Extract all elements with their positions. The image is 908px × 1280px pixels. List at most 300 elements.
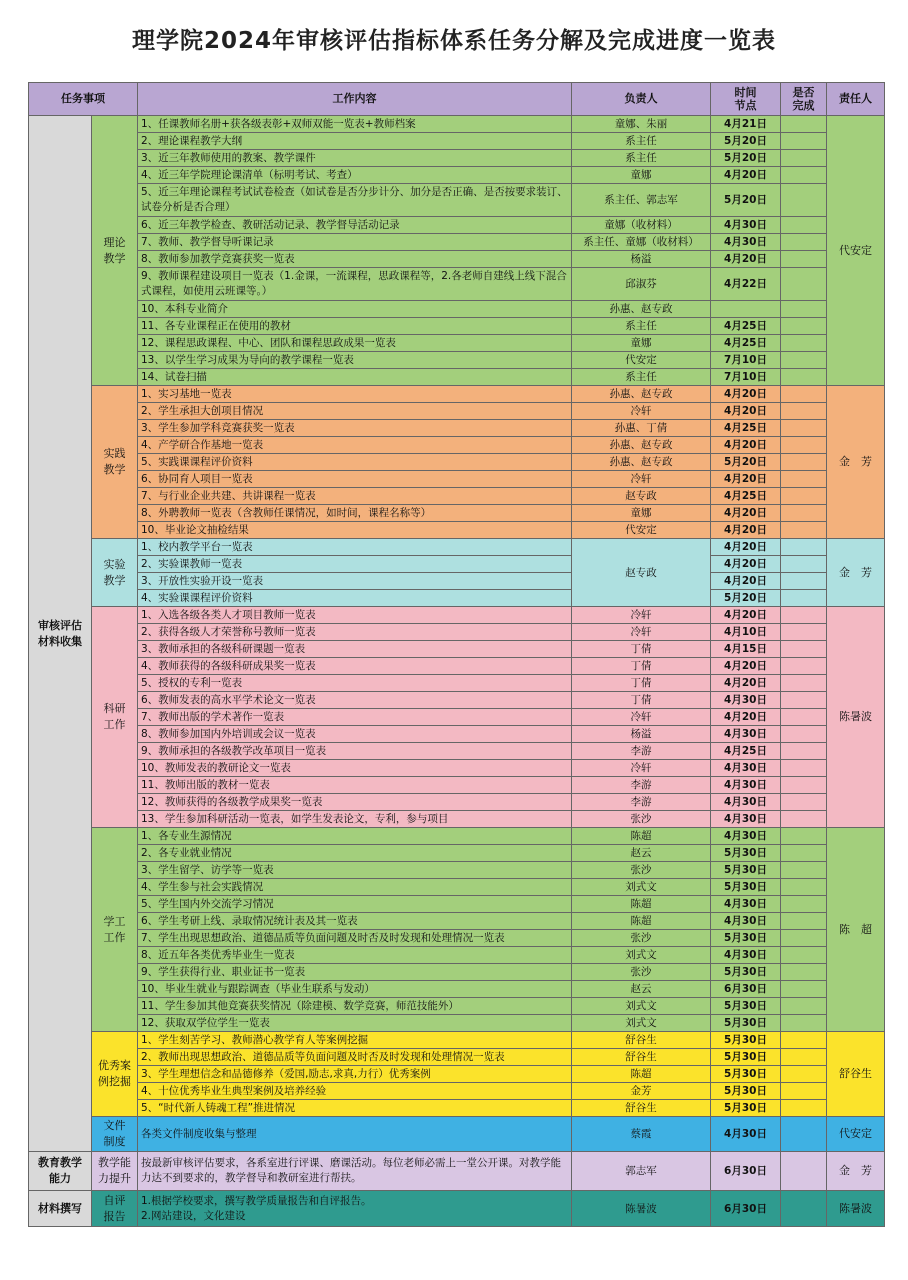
done-checkbox-cell[interactable] [781,998,827,1015]
work-content: 2、学生承担大创项目情况 [138,403,572,420]
time-node: 5月30日 [711,862,781,879]
owner-cell: 孙惠、丁倩 [572,420,711,437]
time-node: 4月30日 [711,234,781,251]
responsible-person: 金 芳 [827,1152,885,1191]
responsible-person: 陈暑波 [827,1191,885,1227]
done-checkbox-cell[interactable] [781,268,827,301]
time-node: 4月25日 [711,318,781,335]
time-node: 5月30日 [711,964,781,981]
work-content: 各类文件制度收集与整理 [138,1117,572,1152]
time-node: 5月30日 [711,998,781,1015]
table-row [29,1083,885,1100]
work-content: 3、学生参加学科竞赛获奖一览表 [138,420,572,437]
work-content: 6、近三年教学检查、教研活动记录、教学督导活动记录 [138,217,572,234]
owner-cell: 童娜、朱丽 [572,116,711,133]
owner-cell: 刘式文 [572,1015,711,1032]
work-content: 10、毕业生就业与跟踪调查（毕业生联系与发动） [138,981,572,998]
work-content: 5、授权的专利一览表 [138,675,572,692]
work-content: 4、十位优秀毕业生典型案例及培养经验 [138,1083,572,1100]
table-row [29,624,885,641]
done-checkbox-cell[interactable] [781,133,827,150]
work-content: 4、学生参与社会实践情况 [138,879,572,896]
owner-cell: 童娜（收材料） [572,217,711,234]
done-checkbox-cell[interactable] [781,862,827,879]
table-row [29,150,885,167]
time-node: 4月25日 [711,335,781,352]
header-resp: 责任人 [827,83,885,116]
work-content: 8、教师参加教学竞赛获奖一览表 [138,251,572,268]
done-checkbox-cell[interactable] [781,692,827,709]
category-cell-collect: 审核评估 材料收集 [29,116,92,1152]
section-name-doc: 文件 制度 [92,1117,138,1152]
done-checkbox-cell[interactable] [781,522,827,539]
done-checkbox-cell[interactable] [781,726,827,743]
owner-cell: 蔡霞 [572,1117,711,1152]
time-node: 4月22日 [711,268,781,301]
time-node: 4月30日 [711,777,781,794]
owner-cell: 孙惠、赵专政 [572,437,711,454]
time-node: 5月20日 [711,454,781,471]
time-node [711,301,781,318]
work-content: 4、实验课课程评价资料 [138,590,572,607]
time-node: 4月20日 [711,658,781,675]
done-checkbox-cell[interactable] [781,709,827,726]
done-checkbox-cell[interactable] [781,1015,827,1032]
section-name-theory: 理论 教学 [92,116,138,386]
work-content: 6、教师发表的高水平学术论文一览表 [138,692,572,709]
done-checkbox-cell[interactable] [781,251,827,268]
time-node: 5月30日 [711,845,781,862]
work-content: 14、试卷扫描 [138,369,572,386]
owner-cell: 李游 [572,743,711,760]
owner-cell: 冷轩 [572,607,711,624]
table-row [29,879,885,896]
work-content: 1.根据学校要求，撰写教学质量报告和自评报告。 2.网站建设，文化建设 [138,1191,572,1227]
time-node: 5月20日 [711,590,781,607]
time-node: 4月20日 [711,471,781,488]
table-row [29,471,885,488]
time-node: 4月15日 [711,641,781,658]
work-content: 1、各专业生源情况 [138,828,572,845]
work-content: 13、以学生学习成果为导向的教学课程一览表 [138,352,572,369]
done-checkbox-cell[interactable] [781,1032,827,1049]
work-content: 12、课程思政课程、中心、团队和课程思政成果一览表 [138,335,572,352]
table-row [29,1191,885,1227]
section-name-practice: 实践 教学 [92,386,138,539]
owner-cell: 丁倩 [572,692,711,709]
work-content: 6、协同育人项目一览表 [138,471,572,488]
owner-cell: 陈超 [572,1066,711,1083]
owner-cell: 刘式文 [572,998,711,1015]
table-row [29,777,885,794]
work-content: 4、教师获得的各级科研成果奖一览表 [138,658,572,675]
time-node: 4月20日 [711,386,781,403]
done-checkbox-cell[interactable] [781,150,827,167]
work-content: 7、教师、教学督导听课记录 [138,234,572,251]
owner-cell: 张沙 [572,862,711,879]
owner-cell: 张沙 [572,811,711,828]
owner-cell: 冷轩 [572,709,711,726]
done-checkbox-cell[interactable] [781,845,827,862]
owner-cell: 丁倩 [572,641,711,658]
time-node: 7月10日 [711,352,781,369]
owner-cell: 丁倩 [572,675,711,692]
work-content: 4、产学研合作基地一览表 [138,437,572,454]
owner-cell: 郭志军 [572,1152,711,1191]
table-header-row [29,83,885,116]
done-checkbox-cell[interactable] [781,624,827,641]
section-name-case: 优秀案 例挖掘 [92,1032,138,1117]
time-node: 7月10日 [711,369,781,386]
work-content: 6、学生考研上线、录取情况统计表及其一览表 [138,913,572,930]
table-row [29,1066,885,1083]
time-node: 4月20日 [711,607,781,624]
time-node: 4月30日 [711,794,781,811]
owner-cell: 系主任、郭志军 [572,184,711,217]
work-content: 1、学生刻苦学习、教师潜心教学育人等案例挖掘 [138,1032,572,1049]
table-row [29,116,885,133]
table-row [29,133,885,150]
responsible-person: 舒谷生 [827,1032,885,1117]
owner-cell: 冷轩 [572,760,711,777]
section-name-lab: 实验 教学 [92,539,138,607]
responsible-person: 代安定 [827,1117,885,1152]
owner-cell: 冷轩 [572,471,711,488]
done-checkbox-cell[interactable] [781,1100,827,1117]
owner-cell: 冷轩 [572,624,711,641]
work-content: 10、本科专业简介 [138,301,572,318]
table-row [29,998,885,1015]
work-content: 3、近三年教师使用的教案、教学课件 [138,150,572,167]
time-node: 4月10日 [711,624,781,641]
time-node: 4月30日 [711,726,781,743]
time-node: 5月30日 [711,1100,781,1117]
time-node: 4月20日 [711,167,781,184]
work-content: 5、学生国内外交流学习情况 [138,896,572,913]
done-checkbox-cell[interactable] [781,981,827,998]
owner-cell: 赵专政 [572,488,711,505]
time-node: 5月20日 [711,133,781,150]
table-row [29,1117,885,1152]
done-checkbox-cell[interactable] [781,386,827,403]
done-checkbox-cell[interactable] [781,794,827,811]
table-row [29,981,885,998]
table-row [29,437,885,454]
done-checkbox-cell[interactable] [781,335,827,352]
owner-cell: 杨溢 [572,726,711,743]
owner-cell: 刘式文 [572,879,711,896]
progress-table-wrapper [28,82,885,1227]
work-content: 3、学生留学、访学等一览表 [138,862,572,879]
time-node: 4月20日 [711,505,781,522]
owner-cell: 丁倩 [572,658,711,675]
time-node: 5月30日 [711,1066,781,1083]
done-checkbox-cell[interactable] [781,167,827,184]
table-row [29,167,885,184]
time-node: 4月25日 [711,743,781,760]
table-row [29,658,885,675]
header-time-label: 时间 节点 [734,86,757,112]
done-checkbox-cell[interactable] [781,573,827,590]
time-node: 4月30日 [711,692,781,709]
table-row [29,964,885,981]
done-checkbox-cell[interactable] [781,352,827,369]
table-row [29,930,885,947]
table-row [29,1100,885,1117]
owner-cell: 代安定 [572,522,711,539]
time-node: 6月30日 [711,1191,781,1227]
time-node: 4月20日 [711,437,781,454]
work-content: 1、校内教学平台一览表 [138,539,572,556]
work-content: 1、入选各级各类人才项目教师一览表 [138,607,572,624]
work-content: 8、教师参加国内外培训或会议一览表 [138,726,572,743]
table-row [29,454,885,471]
work-content: 2、各专业就业情况 [138,845,572,862]
work-content: 8、外聘教师一览表（含教师任课情况，如时间，课程名称等） [138,505,572,522]
done-checkbox-cell[interactable] [781,1083,827,1100]
owner-cell: 陈超 [572,828,711,845]
work-content: 3、教师承担的各级科研课题一览表 [138,641,572,658]
work-content: 2、获得各级人才荣誉称号教师一览表 [138,624,572,641]
done-checkbox-cell[interactable] [781,403,827,420]
table-row [29,505,885,522]
responsible-person: 金 芳 [827,386,885,539]
time-node: 4月20日 [711,709,781,726]
table-row [29,1049,885,1066]
owner-cell: 童娜 [572,505,711,522]
table-row [29,369,885,386]
responsible-person: 代安定 [827,116,885,386]
table-row [29,335,885,352]
work-content: 5、近三年理论课程考试试卷检查（如试卷是否分步计分、加分是否正确、是否按要求装订、试卷分析是否合理） [138,184,572,217]
responsible-person: 陈暑波 [827,607,885,828]
table-row [29,692,885,709]
time-node: 5月30日 [711,879,781,896]
done-checkbox-cell[interactable] [781,1117,827,1152]
table-row [29,896,885,913]
done-checkbox-cell[interactable] [781,913,827,930]
time-node: 4月20日 [711,403,781,420]
done-checkbox-cell[interactable] [781,811,827,828]
owner-cell: 冷轩 [572,403,711,420]
table-row [29,913,885,930]
done-checkbox-cell[interactable] [781,607,827,624]
table-row [29,1015,885,1032]
owner-cell: 舒谷生 [572,1100,711,1117]
work-content: 4、近三年学院理论课清单（标明考试、考查） [138,167,572,184]
work-content: 9、教师承担的各级教学改革项目一览表 [138,743,572,760]
time-node: 5月20日 [711,150,781,167]
time-node: 4月20日 [711,675,781,692]
time-node: 5月30日 [711,1049,781,1066]
work-content: 3、学生理想信念和品德修养（爱国,励志,求真,力行）优秀案例 [138,1066,572,1083]
done-checkbox-cell[interactable] [781,760,827,777]
done-checkbox-cell[interactable] [781,437,827,454]
section-name-ability: 教学能 力提升 [92,1152,138,1191]
done-checkbox-cell[interactable] [781,471,827,488]
work-content: 1、实习基地一览表 [138,386,572,403]
table-row [29,352,885,369]
table-row [29,1152,885,1191]
table-row [29,539,885,556]
done-checkbox-cell[interactable] [781,1049,827,1066]
work-content: 2、教师出现思想政治、道德品质等负面问题及时否及时发现和处理情况一览表 [138,1049,572,1066]
table-row [29,386,885,403]
table-row [29,573,885,590]
done-checkbox-cell[interactable] [781,556,827,573]
owner-cell: 陈暑波 [572,1191,711,1227]
owner-cell: 孙惠、赵专政 [572,454,711,471]
work-content: 9、学生获得行业、职业证书一览表 [138,964,572,981]
table-row [29,234,885,251]
page-title: 理学院2024年审核评估指标体系任务分解及完成进度一览表 [131,28,776,54]
owner-cell: 孙惠、赵专政 [572,386,711,403]
table-row [29,184,885,217]
owner-cell: 杨溢 [572,251,711,268]
done-checkbox-cell[interactable] [781,301,827,318]
done-checkbox-cell[interactable] [781,658,827,675]
done-checkbox-cell[interactable] [781,777,827,794]
time-node: 4月30日 [711,828,781,845]
owner-cell: 赵云 [572,845,711,862]
done-checkbox-cell[interactable] [781,234,827,251]
work-content: 8、近五年各类优秀毕业生一览表 [138,947,572,964]
time-node: 4月20日 [711,522,781,539]
time-node: 4月30日 [711,913,781,930]
table-body [29,116,885,1227]
work-content: 5、实践课课程评价资料 [138,454,572,471]
done-checkbox-cell[interactable] [781,505,827,522]
table-row [29,522,885,539]
done-checkbox-cell[interactable] [781,539,827,556]
owner-cell: 系主任 [572,318,711,335]
done-checkbox-cell[interactable] [781,116,827,133]
time-node: 5月30日 [711,1083,781,1100]
owner-cell: 系主任 [572,133,711,150]
done-checkbox-cell[interactable] [781,675,827,692]
table-row [29,828,885,845]
table-row [29,709,885,726]
done-checkbox-cell[interactable] [781,454,827,471]
done-checkbox-cell[interactable] [781,896,827,913]
owner-cell: 舒谷生 [572,1049,711,1066]
responsible-person: 陈 超 [827,828,885,1032]
time-node: 4月25日 [711,488,781,505]
time-node: 5月20日 [711,184,781,217]
table-row [29,251,885,268]
progress-table [28,82,885,1227]
header-time [711,83,781,116]
table-row [29,217,885,234]
table-row [29,420,885,437]
header-task: 任务事项 [29,83,138,116]
owner-cell: 陈超 [572,913,711,930]
table-row [29,862,885,879]
done-checkbox-cell[interactable] [781,318,827,335]
category-cell-teaching: 教育教学 能力 [29,1152,92,1191]
header-content: 工作内容 [138,83,572,116]
table-row [29,947,885,964]
table-row [29,488,885,505]
done-checkbox-cell[interactable] [781,590,827,607]
table-row [29,590,885,607]
owner-cell: 赵专政 [572,539,711,607]
done-checkbox-cell[interactable] [781,369,827,386]
owner-cell: 系主任 [572,369,711,386]
table-row [29,760,885,777]
time-node: 4月30日 [711,811,781,828]
work-content: 10、毕业论文抽检结果 [138,522,572,539]
done-checkbox-cell[interactable] [781,217,827,234]
time-node: 4月30日 [711,896,781,913]
table-row [29,1032,885,1049]
done-checkbox-cell[interactable] [781,947,827,964]
work-content: 13、学生参加科研活动一览表，如学生发表论文，专利，参与项目 [138,811,572,828]
done-checkbox-cell[interactable] [781,184,827,217]
owner-cell: 赵云 [572,981,711,998]
done-checkbox-cell[interactable] [781,641,827,658]
done-checkbox-cell[interactable] [781,828,827,845]
done-checkbox-cell[interactable] [781,879,827,896]
work-content: 5、“时代新人铸魂工程”推进情况 [138,1100,572,1117]
table-row [29,641,885,658]
work-content: 11、学生参加其他竞赛获奖情况（除建模、数学竞赛，师范技能外） [138,998,572,1015]
header-done [781,83,827,116]
table-row [29,403,885,420]
done-checkbox-cell[interactable] [781,1066,827,1083]
done-checkbox-cell[interactable] [781,488,827,505]
work-content: 2、实验课教师一览表 [138,556,572,573]
owner-cell: 陈超 [572,896,711,913]
responsible-person: 金 芳 [827,539,885,607]
work-content: 3、开放性实验开设一览表 [138,573,572,590]
time-node: 6月30日 [711,981,781,998]
table-row [29,268,885,301]
work-content: 7、学生出现思想政治、道德品质等负面问题及时否及时发现和处理情况一览表 [138,930,572,947]
time-node: 5月30日 [711,1032,781,1049]
done-checkbox-cell[interactable] [781,420,827,437]
work-content: 7、与行业企业共建、共讲课程一览表 [138,488,572,505]
owner-cell: 舒谷生 [572,1032,711,1049]
owner-cell: 刘式文 [572,947,711,964]
owner-cell: 金芳 [572,1083,711,1100]
owner-cell: 系主任 [572,150,711,167]
work-content: 按最新审核评估要求，各系室进行评课、磨课活动。每位老师必需上一堂公开课。对教学能力达不到要求的，教学督导和教研室进行帮扶。 [138,1152,572,1191]
time-node: 4月20日 [711,573,781,590]
done-checkbox-cell[interactable] [781,964,827,981]
time-node: 4月20日 [711,556,781,573]
time-node: 4月30日 [711,1117,781,1152]
done-checkbox-cell[interactable] [781,1152,827,1191]
time-node: 4月30日 [711,947,781,964]
work-content: 12、教师获得的各级教学成果奖一览表 [138,794,572,811]
done-checkbox-cell[interactable] [781,1191,827,1227]
work-content: 7、教师出版的学术著作一览表 [138,709,572,726]
table-row [29,318,885,335]
owner-cell: 李游 [572,777,711,794]
time-node: 4月21日 [711,116,781,133]
work-content: 10、教师发表的教研论文一览表 [138,760,572,777]
time-node: 4月30日 [711,217,781,234]
table-row [29,811,885,828]
table-row [29,675,885,692]
done-checkbox-cell[interactable] [781,743,827,760]
done-checkbox-cell[interactable] [781,930,827,947]
owner-cell: 童娜 [572,167,711,184]
owner-cell: 张沙 [572,930,711,947]
owner-cell: 系主任、童娜（收材料） [572,234,711,251]
table-row [29,794,885,811]
